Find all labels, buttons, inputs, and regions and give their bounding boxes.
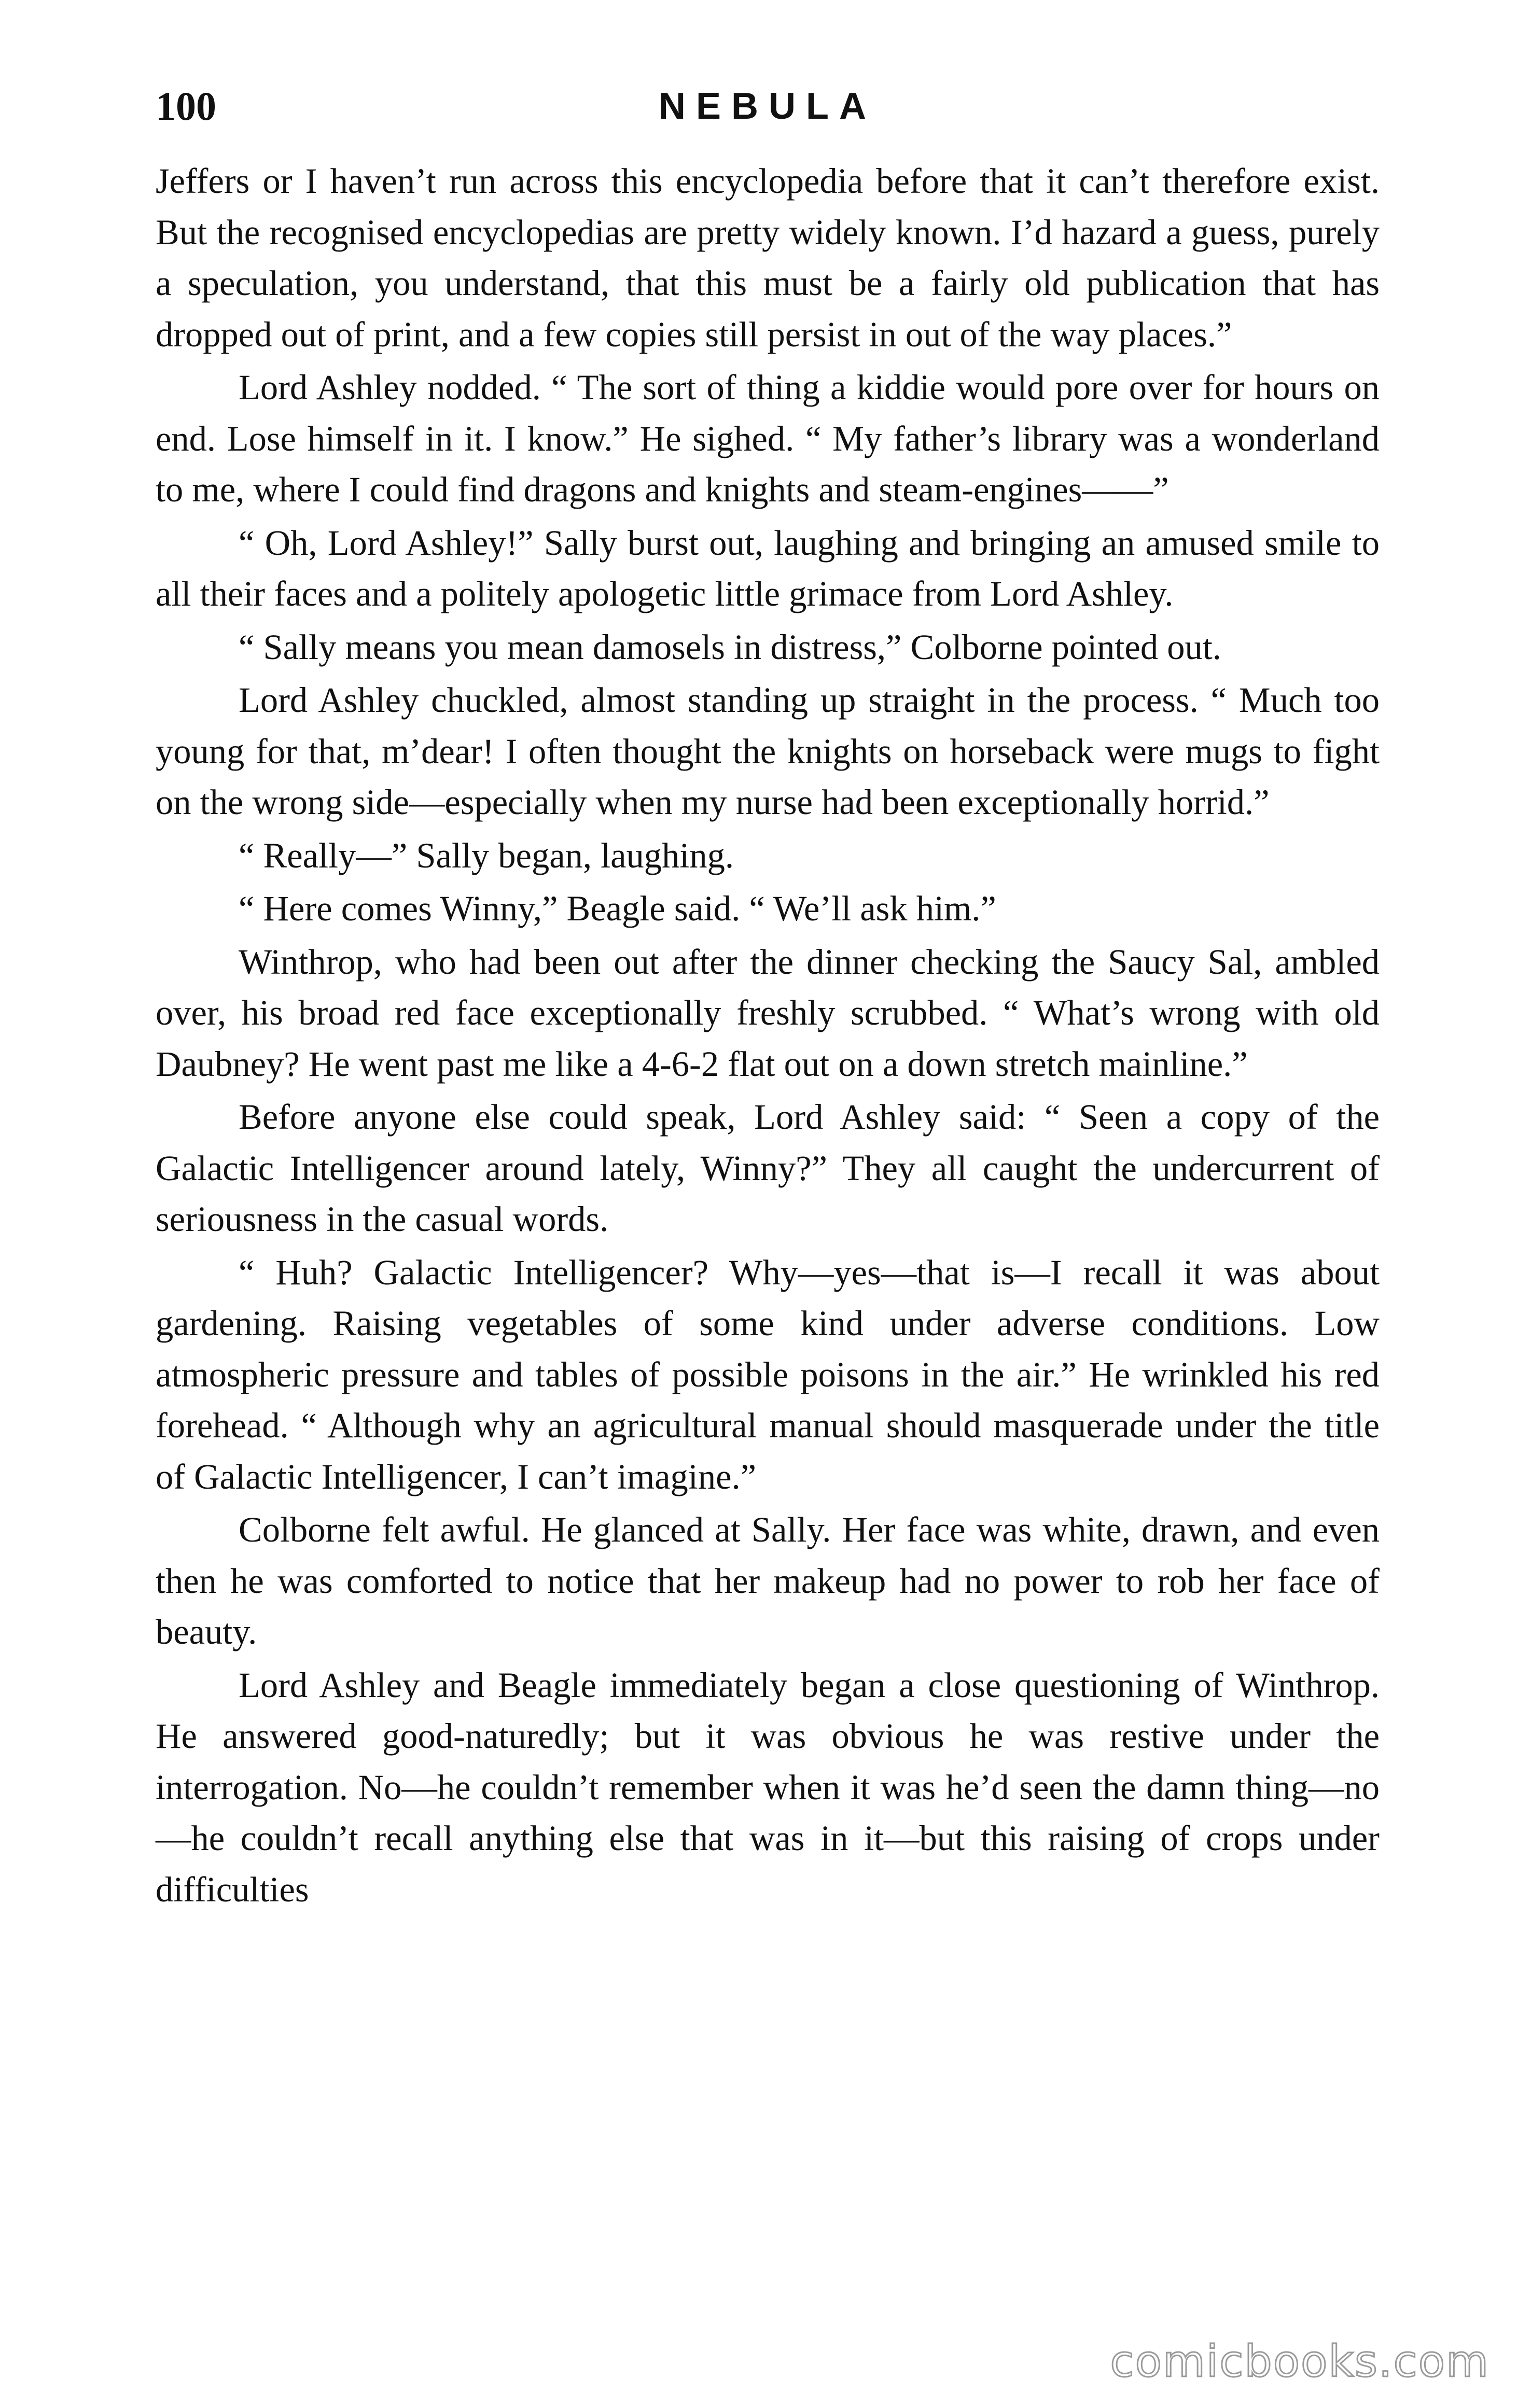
paragraph: Jeffers or I haven’t run across this encyclopedia before that it can’t therefore exist. But the recognised encyclopedias are pretty widely known. I’d hazard a guess, purely a speculation, you understand, that this must be a fairly old publication that has dropped out of print, and a few copies still persist in out of the way places.” <box>156 161 1380 354</box>
paragraph: Winthrop, who had been out after the dinner checking the Saucy Sal, ambled over, his broad red face exceptionally freshly scrubbed. “ What’s wrong with old Daubney? He went past me like a 4-6-2 flat out on a down stretch mainline.” <box>156 942 1380 1084</box>
paragraph: “ Really—” Sally began, laughing. <box>239 835 734 875</box>
paragraph: Lord Ashley and Beagle immediately began a close questioning of Winthrop. He answered good-naturedly; but it was obvious he was restive under the interrogation. No—he couldn’t remember when it was he’d seen the damn thing—no—he couldn’t recall anything else that was in it—but this raising of crops under difficulties <box>156 1665 1380 1909</box>
watermark: comicbooks.com <box>1110 2336 1490 2387</box>
paragraph: “ Huh? Galactic Intelligencer? Why—yes—that is—I recall it was about gardening. Raising vegetables of some kind under adverse conditions. Low atmospheric pressure and tables of possible poisons in the air.” He wrinkled his red forehead. “ Although why an agricultural manual should masquerade under the title of Galactic Intelligencer, I can’t imagine.” <box>156 1252 1380 1496</box>
paragraph: Lord Ashley chuckled, almost standing up straight in the process. “ Much too young for that, m’dear! I often thought the knights on horseback were mugs to fight on the wrong side—especially when my nurse had been exceptionally horrid.” <box>156 680 1380 822</box>
book-page <box>156 78 1380 1917</box>
page-number: 100 <box>156 83 216 129</box>
paragraph: “ Here comes Winny,” Beagle said. “ We’ll ask him.” <box>239 889 996 928</box>
running-head <box>156 78 1380 135</box>
body-text <box>156 156 1380 1915</box>
paragraph: “ Sally means you mean damosels in distress,” Colborne pointed out. <box>239 627 1221 667</box>
paragraph: “ Oh, Lord Ashley!” Sally burst out, laughing and bringing an amused smile to all their faces and a politely apologetic little grimace from Lord Ashley. <box>156 523 1380 613</box>
paragraph: Colborne felt awful. He glanced at Sally. Her face was white, drawn, and even then he was comforted to notice that her makeup had no power to rob her face of beauty. <box>156 1510 1380 1651</box>
running-title: NEBULA <box>659 86 876 127</box>
paragraph: Before anyone else could speak, Lord Ashley said: “ Seen a copy of the Galactic Intelligencer around lately, Winny?” They all caught the undercurrent of seriousness in the casual words. <box>156 1097 1380 1239</box>
paragraph: Lord Ashley nodded. “ The sort of thing a kiddie would pore over for hours on end. Lose himself in it. I know.” He sighed. “ My father’s library was a wonderland to me, where I could find dragons and knights and steam-engines——” <box>156 368 1380 509</box>
